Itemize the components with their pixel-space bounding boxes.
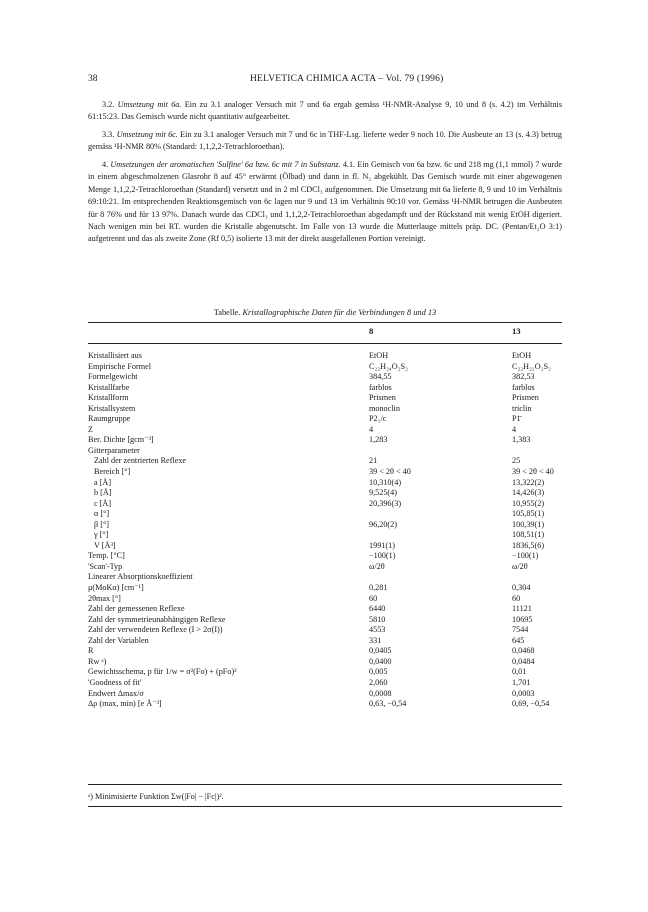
row-label: Bereich [°] bbox=[94, 467, 131, 477]
table-row bbox=[88, 551, 562, 562]
table-row bbox=[88, 530, 562, 541]
row-label: Endwert Δmax/σ bbox=[88, 688, 144, 698]
value-compound-8: 1,283 bbox=[369, 435, 388, 445]
value-compound-8: 21 bbox=[369, 456, 378, 466]
value-compound-8: 5810 bbox=[369, 614, 386, 624]
row-label: a [Å] bbox=[94, 477, 112, 487]
table-row bbox=[88, 594, 562, 605]
row-label: Gitterparameter bbox=[88, 445, 140, 455]
row-label: Raumgruppe bbox=[88, 414, 131, 424]
paragraph-text: Ein zu 3.1 analoger Versuch mit 7 und 6c in THF-Lsg. lieferte weder 9 noch 10. Die Ausbeute an 13 (s. 4.3) betrug gemäss ¹H-NMR 80% (Standard: 1,1,2,2-Tetrachloroethan). bbox=[88, 130, 562, 152]
row-label: Zahl der symmetrieunabhängigen Reflexe bbox=[88, 614, 226, 624]
value-compound-13: EtOH bbox=[512, 351, 532, 360]
value-compound-8: −100(1) bbox=[369, 551, 396, 561]
row-label: 'Goodness of fit' bbox=[88, 677, 142, 687]
value-compound-8: EtOH bbox=[369, 351, 389, 360]
value-compound-13: 0,0003 bbox=[512, 688, 535, 698]
table-row bbox=[88, 562, 562, 573]
running-title: HELVETICA CHIMICA ACTA – Vol. 79 (1996) bbox=[250, 74, 444, 84]
value-compound-8: 20,396(3) bbox=[369, 498, 402, 508]
table-row bbox=[88, 699, 562, 710]
table-row bbox=[88, 414, 562, 425]
table-row bbox=[88, 488, 562, 499]
table-row bbox=[88, 478, 562, 489]
table-row bbox=[88, 667, 562, 678]
row-label: Kristallform bbox=[88, 393, 129, 403]
table-row bbox=[88, 467, 562, 478]
paragraph-4 bbox=[88, 159, 562, 246]
value-compound-8: 384,55 bbox=[369, 372, 392, 382]
table-row bbox=[88, 541, 562, 552]
value-compound-8: ω/2θ bbox=[369, 561, 385, 571]
row-label: Temp. [°C] bbox=[88, 551, 125, 561]
paragraph-3-2 bbox=[88, 99, 562, 124]
row-label: 2θmax [°] bbox=[88, 593, 121, 603]
value-compound-13: 0,304 bbox=[512, 583, 531, 593]
value-compound-8: 0,281 bbox=[369, 583, 388, 593]
value-compound-8: Prismen bbox=[369, 393, 396, 403]
crystal-data-table bbox=[88, 351, 562, 710]
value-compound-13: 0,01 bbox=[512, 667, 527, 677]
value-compound-8: 10,310(4) bbox=[369, 477, 402, 487]
value-compound-13: 7544 bbox=[512, 625, 529, 635]
table-row bbox=[88, 604, 562, 615]
value-compound-13: 10,955(2) bbox=[512, 498, 545, 508]
row-label: Linearer Absorptionskoeffizient bbox=[88, 572, 193, 582]
value-compound-13: 4 bbox=[512, 424, 517, 434]
row-label: γ [°] bbox=[94, 530, 109, 540]
table-row bbox=[88, 456, 562, 467]
table-bottom-rule bbox=[88, 806, 562, 807]
value-compound-8: 331 bbox=[369, 635, 382, 645]
value-compound-8: 60 bbox=[369, 593, 378, 603]
table-row bbox=[88, 646, 562, 657]
paragraph-number: 3.2. bbox=[102, 100, 115, 109]
table-row bbox=[88, 362, 562, 373]
value-compound-8: 9,525(4) bbox=[369, 488, 397, 498]
row-label: Empirische Formel bbox=[88, 361, 151, 371]
table-top-rule bbox=[88, 322, 562, 323]
table-row bbox=[88, 351, 562, 362]
row-label: V [Å³] bbox=[94, 540, 116, 550]
value-compound-13: 645 bbox=[512, 635, 525, 645]
page-number: 38 bbox=[88, 74, 98, 84]
table-row bbox=[88, 615, 562, 626]
table-row bbox=[88, 625, 562, 636]
running-header bbox=[88, 74, 560, 88]
value-compound-13: 0,69, −0,54 bbox=[512, 699, 550, 709]
table-row bbox=[88, 572, 562, 583]
value-compound-8: P2₁/c bbox=[369, 414, 387, 424]
value-compound-8: 0,63, −0,54 bbox=[369, 699, 407, 709]
value-compound-8: monoclin bbox=[369, 403, 400, 413]
value-compound-13: farblos bbox=[512, 382, 535, 392]
table-header-rule bbox=[88, 343, 562, 344]
value-compound-13: 60 bbox=[512, 593, 521, 603]
table-row bbox=[88, 393, 562, 404]
paragraph-heading: Umsetzung mit 6a. bbox=[117, 100, 182, 109]
value-compound-13: P1̄ bbox=[512, 414, 521, 424]
table-footer-rule bbox=[88, 784, 562, 785]
value-compound-13: 0,0484 bbox=[512, 656, 535, 666]
value-compound-13: 11121 bbox=[512, 604, 532, 614]
table-caption bbox=[88, 308, 562, 317]
row-label: R bbox=[88, 646, 94, 656]
value-compound-13: 0,0468 bbox=[512, 646, 535, 656]
value-compound-8: 96,20(2) bbox=[369, 519, 397, 529]
row-label: α [°] bbox=[94, 509, 110, 519]
value-compound-8: 0,005 bbox=[369, 667, 388, 677]
value-compound-13: 105,85(1) bbox=[512, 509, 545, 519]
value-compound-13: 39 < 2θ < 40 bbox=[512, 467, 554, 477]
value-compound-13: 14,426(3) bbox=[512, 488, 545, 498]
value-compound-8: farblos bbox=[369, 382, 392, 392]
caption-prefix: Tabelle. bbox=[213, 308, 241, 317]
value-compound-13: ω/2θ bbox=[512, 561, 528, 571]
table-row bbox=[88, 583, 562, 594]
paragraph-heading: Umsetzungen der aromatischen 'Sulfine' 6a bzw. 6c mit 7 in Substanz. bbox=[110, 160, 341, 169]
paragraph-number: 4. bbox=[102, 160, 109, 169]
value-compound-8: 2,060 bbox=[369, 677, 388, 687]
table-row bbox=[88, 509, 562, 520]
paragraph-text: 4.1. Ein Gemisch von 6a bzw. 6c und 218 mg (1,1 mmol) 7 wurde in einem abgeschmolzenen Glasrohr 8 auf 45° erwärmt (Ölbad) und dann in fl. N₂ abgekühlt. Das Gemisch wurde mit einer abgewogenen Menge 1,1,2,2-Tetrachloroethan (Standard) versetzt und in 2 ml CDCl₃ aufgenommen. Die Umsetzung mit 6a lieferte 8, 9 und 10 im Verhältnis 69:10:21. Im entsprechenden Reaktionsgemisch von 6c lagen nur 9 und 13 im Verhältnis 90:10 vor. Gemäss ¹H-NMR betrugen die Ausbeuten für 8 76% und für 13 97%. Danach wurde das CDCl₃ und 1,1,2,2-Tetrachloroethan abgedampft und der Rückstand mit wenig EtOH digeriert. Nach wenigen min bei RT. wurden die Kristalle abgenutscht. Im Falle von 13 wurde die Mutterlauge mittels präp. DC. (Pentan/Et₂O 3:1) aufgetrennt und das als zweite Zone (Rf 0,5) isolierte 13 mit der direkt ausgefallenen Portion vereinigt. bbox=[88, 160, 563, 244]
paragraph-heading: Umsetzung mit 6c. bbox=[116, 130, 178, 139]
row-label: Rw ᵃ) bbox=[88, 656, 107, 666]
table-row bbox=[88, 520, 562, 531]
paragraph-3-3 bbox=[88, 129, 562, 154]
value-compound-8: 0,0405 bbox=[369, 646, 392, 656]
table-row bbox=[88, 657, 562, 668]
row-label: Kristallfarbe bbox=[88, 382, 130, 392]
value-compound-13: 1,383 bbox=[512, 435, 531, 445]
paragraph-text: Ein zu 3.1 analoger Versuch mit 7 und 6a ergab gemäss ¹H-NMR-Analyse 9, 10 und 8 (s. 4.2) im Verhältnis 61:15:23. Das Gemisch wurde nicht quantitativ aufgearbeitet. bbox=[88, 100, 562, 122]
column-header-8: 8 bbox=[369, 326, 374, 336]
value-compound-13: triclin bbox=[512, 403, 532, 413]
table-row bbox=[88, 383, 562, 394]
value-compound-8: 6440 bbox=[369, 604, 386, 614]
row-label: Δρ (max, min) [e Å⁻³] bbox=[88, 699, 162, 709]
value-compound-13: −100(1) bbox=[512, 551, 539, 561]
value-compound-8: 0,0008 bbox=[369, 688, 392, 698]
row-label: Ber. Dichte [gcm⁻³] bbox=[88, 435, 154, 445]
value-compound-13: 100,39(1) bbox=[512, 519, 545, 529]
value-compound-8: C₂₂H₂₄O₂S₂ bbox=[369, 361, 408, 371]
row-label: β [°] bbox=[94, 519, 109, 529]
table-row bbox=[88, 499, 562, 510]
row-label: Kristallsystem bbox=[88, 403, 136, 413]
table-row bbox=[88, 678, 562, 689]
table-row bbox=[88, 446, 562, 457]
value-compound-8: 1991(1) bbox=[369, 540, 395, 550]
table-row bbox=[88, 636, 562, 647]
row-label: 'Scan'-Typ bbox=[88, 561, 123, 571]
row-label: Gewichtsschema, p für 1/w = σ²(Fo) + (pFo)² bbox=[88, 667, 237, 677]
table-row bbox=[88, 689, 562, 700]
row-label: Kristallisiert aus bbox=[88, 351, 142, 360]
row-label: Zahl der zentrierten Reflexe bbox=[94, 456, 187, 466]
value-compound-13: 1,701 bbox=[512, 677, 531, 687]
row-label: Z bbox=[88, 424, 94, 434]
paragraph-number: 3.3. bbox=[102, 130, 115, 139]
value-compound-13: 25 bbox=[512, 456, 521, 466]
row-label: Zahl der gemessenen Reflexe bbox=[88, 604, 185, 614]
row-label: Zahl der verwendeten Reflexe (I > 2σ(I)) bbox=[88, 625, 223, 635]
table-row bbox=[88, 404, 562, 415]
caption-title: Kristallographische Daten für die Verbindungen 8 und 13 bbox=[242, 308, 437, 317]
table-row bbox=[88, 435, 562, 446]
value-compound-13: 10695 bbox=[512, 614, 533, 624]
row-label: c [Å] bbox=[94, 498, 112, 508]
value-compound-13: Prismen bbox=[512, 393, 539, 403]
row-label: b [Å] bbox=[94, 488, 112, 498]
value-compound-13: 13,322(2) bbox=[512, 477, 545, 487]
value-compound-8: 4 bbox=[369, 424, 374, 434]
table-row bbox=[88, 372, 562, 383]
value-compound-13: 1836,5(6) bbox=[512, 540, 545, 550]
table-row bbox=[88, 425, 562, 436]
row-label: Zahl der Variablen bbox=[88, 635, 149, 645]
value-compound-8: 4553 bbox=[369, 625, 386, 635]
row-label: Formelgewicht bbox=[88, 372, 138, 382]
value-compound-8: 39 < 2θ < 40 bbox=[369, 467, 411, 477]
table-footnote: ᵃ) Minimisierte Funktion Σw(|Fo| − |Fc|)². bbox=[88, 792, 224, 801]
value-compound-13: 108,51(1) bbox=[512, 530, 545, 540]
value-compound-13: C₂₂H₂₂O₂S₂ bbox=[512, 361, 551, 371]
row-label: μ(MoKα) [cm⁻¹] bbox=[88, 583, 144, 593]
value-compound-8: 0,0400 bbox=[369, 656, 392, 666]
value-compound-13: 382,53 bbox=[512, 372, 535, 382]
column-header-13: 13 bbox=[512, 326, 521, 336]
